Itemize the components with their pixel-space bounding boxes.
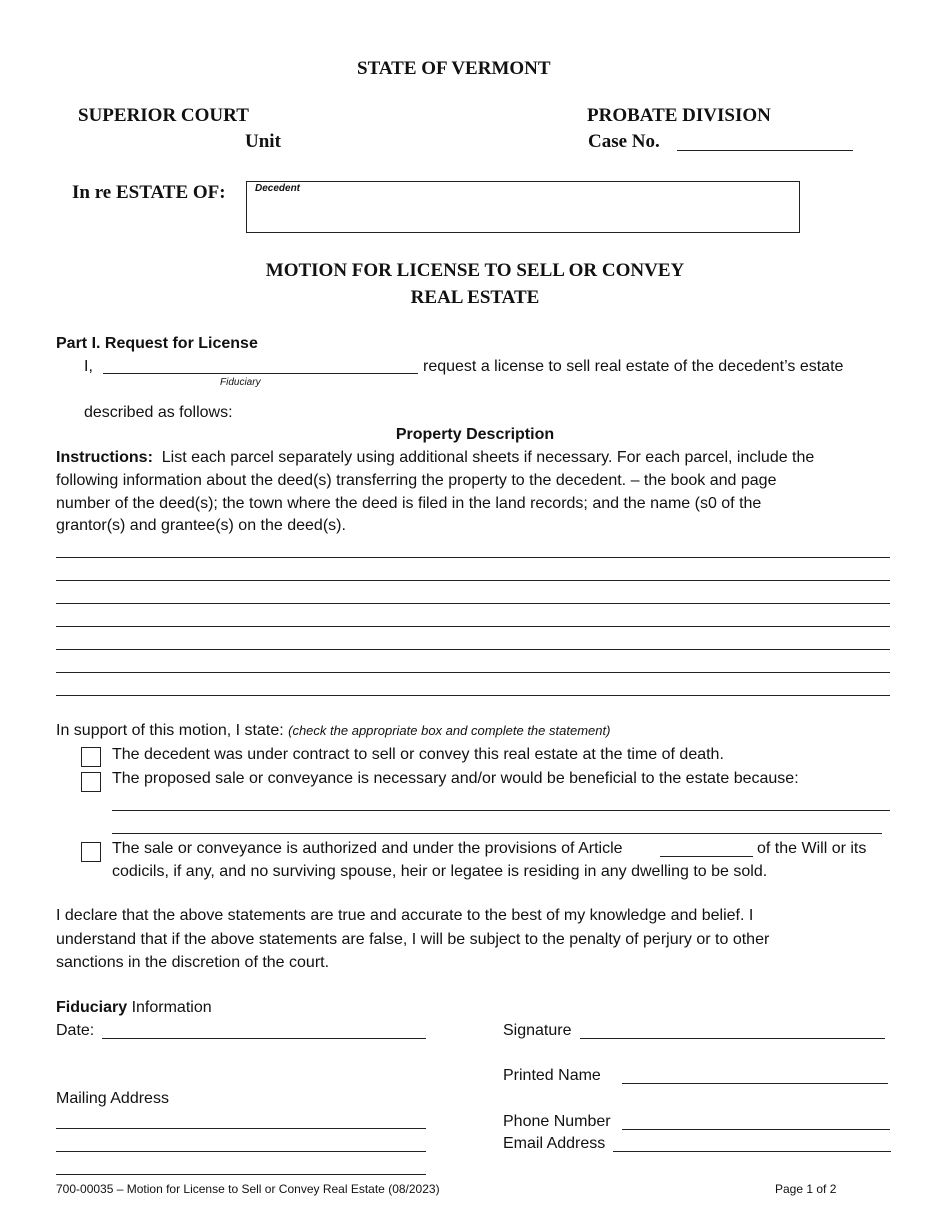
property-line[interactable]	[56, 695, 890, 696]
fiduciary-heading-rest: Information	[127, 999, 212, 1016]
property-line[interactable]	[56, 649, 890, 650]
support-intro-note: (check the appropriate box and complete the statement)	[288, 723, 611, 738]
email-field[interactable]	[613, 1151, 891, 1152]
fiduciary-heading	[56, 999, 212, 1017]
instructions-line2: following information about the deed(s) transferring the property to the decedent. – the book and page	[56, 472, 777, 489]
option3-text-a: The sale or conveyance is authorized and under the provisions of Article	[112, 840, 623, 857]
mailing-address-field[interactable]	[56, 1174, 426, 1175]
court-heading: SUPERIOR COURT	[78, 105, 249, 126]
option1-checkbox[interactable]	[81, 747, 101, 767]
mailing-address-field[interactable]	[56, 1128, 426, 1129]
printed-name-label: Printed Name	[503, 1067, 601, 1084]
form-id-footer: 700-00035 – Motion for License to Sell or Convey Real Estate (08/2023)	[56, 1182, 440, 1196]
mailing-address-label: Mailing Address	[56, 1090, 169, 1107]
declaration-line3: sanctions in the discretion of the court.	[56, 954, 330, 971]
part1-heading: Part I. Request for License	[56, 335, 258, 352]
estate-label: In re ESTATE OF:	[72, 182, 226, 203]
option3-line2: codicils, if any, and no surviving spouse, heir or legatee is residing in any dwelling to be sold.	[112, 863, 768, 880]
instructions-line3: number of the deed(s); the town where the deed is filed in the land records; and the name (s0 of the	[56, 495, 762, 512]
date-label: Date:	[56, 1022, 95, 1039]
reason-line[interactable]	[112, 810, 890, 811]
property-line[interactable]	[56, 557, 890, 558]
instructions-text1: List each parcel separately using additional sheets if necessary. For each parcel, include the	[161, 449, 815, 466]
phone-label: Phone Number	[503, 1113, 611, 1130]
unit-label: Unit	[245, 131, 281, 152]
case-number-label: Case No.	[588, 131, 660, 152]
property-line[interactable]	[56, 603, 890, 604]
declaration-line2: understand that if the above statements are false, I will be subject to the penalty of perjury or to other	[56, 931, 770, 948]
signature-field[interactable]	[580, 1038, 885, 1039]
page-number: Page 1 of 2	[775, 1182, 837, 1196]
instructions-line1	[56, 449, 814, 467]
i-label: I,	[84, 358, 93, 375]
instructions-label: Instructions:	[56, 449, 153, 466]
support-intro	[56, 722, 610, 740]
property-line[interactable]	[56, 672, 890, 673]
fiduciary-heading-bold: Fiduciary	[56, 999, 128, 1016]
property-line[interactable]	[56, 580, 890, 581]
mailing-address-field[interactable]	[56, 1151, 426, 1152]
described-text: described as follows:	[84, 404, 233, 421]
fiduciary-caption: Fiduciary	[220, 377, 261, 388]
declaration-line1: I declare that the above statements are true and accurate to the best of my knowledge and belief. I	[56, 907, 754, 924]
form-title-line2: REAL ESTATE	[410, 287, 540, 308]
phone-field[interactable]	[622, 1129, 890, 1130]
option3-checkbox[interactable]	[81, 842, 101, 862]
article-number-field[interactable]	[660, 856, 753, 857]
support-intro-text: In support of this motion, I state:	[56, 722, 284, 739]
option2-checkbox[interactable]	[81, 772, 101, 792]
signature-label: Signature	[503, 1022, 572, 1039]
property-line[interactable]	[56, 626, 890, 627]
form-title-line1: MOTION FOR LICENSE TO SELL OR CONVEY	[265, 260, 685, 281]
decedent-input[interactable]	[246, 181, 800, 233]
state-heading: STATE OF VERMONT	[357, 58, 551, 79]
email-label: Email Address	[503, 1135, 606, 1152]
option2-text: The proposed sale or conveyance is necessary and/or would be beneficial to the estate because:	[112, 770, 799, 787]
property-heading: Property Description	[395, 426, 555, 443]
fiduciary-name-field[interactable]	[103, 373, 418, 374]
date-field[interactable]	[102, 1038, 426, 1039]
instructions-line4: grantor(s) and grantee(s) on the deed(s).	[56, 517, 346, 534]
option3-text-b: of the Will or its	[757, 840, 867, 857]
printed-name-field[interactable]	[622, 1083, 888, 1084]
reason-line[interactable]	[112, 833, 882, 834]
case-number-field[interactable]	[677, 150, 853, 151]
option1-text: The decedent was under contract to sell or convey this real estate at the time of death.	[112, 746, 724, 763]
decedent-caption: Decedent	[255, 183, 301, 194]
request-text: request a license to sell real estate of the decedent’s estate	[423, 358, 844, 375]
division-heading: PROBATE DIVISION	[587, 105, 771, 126]
